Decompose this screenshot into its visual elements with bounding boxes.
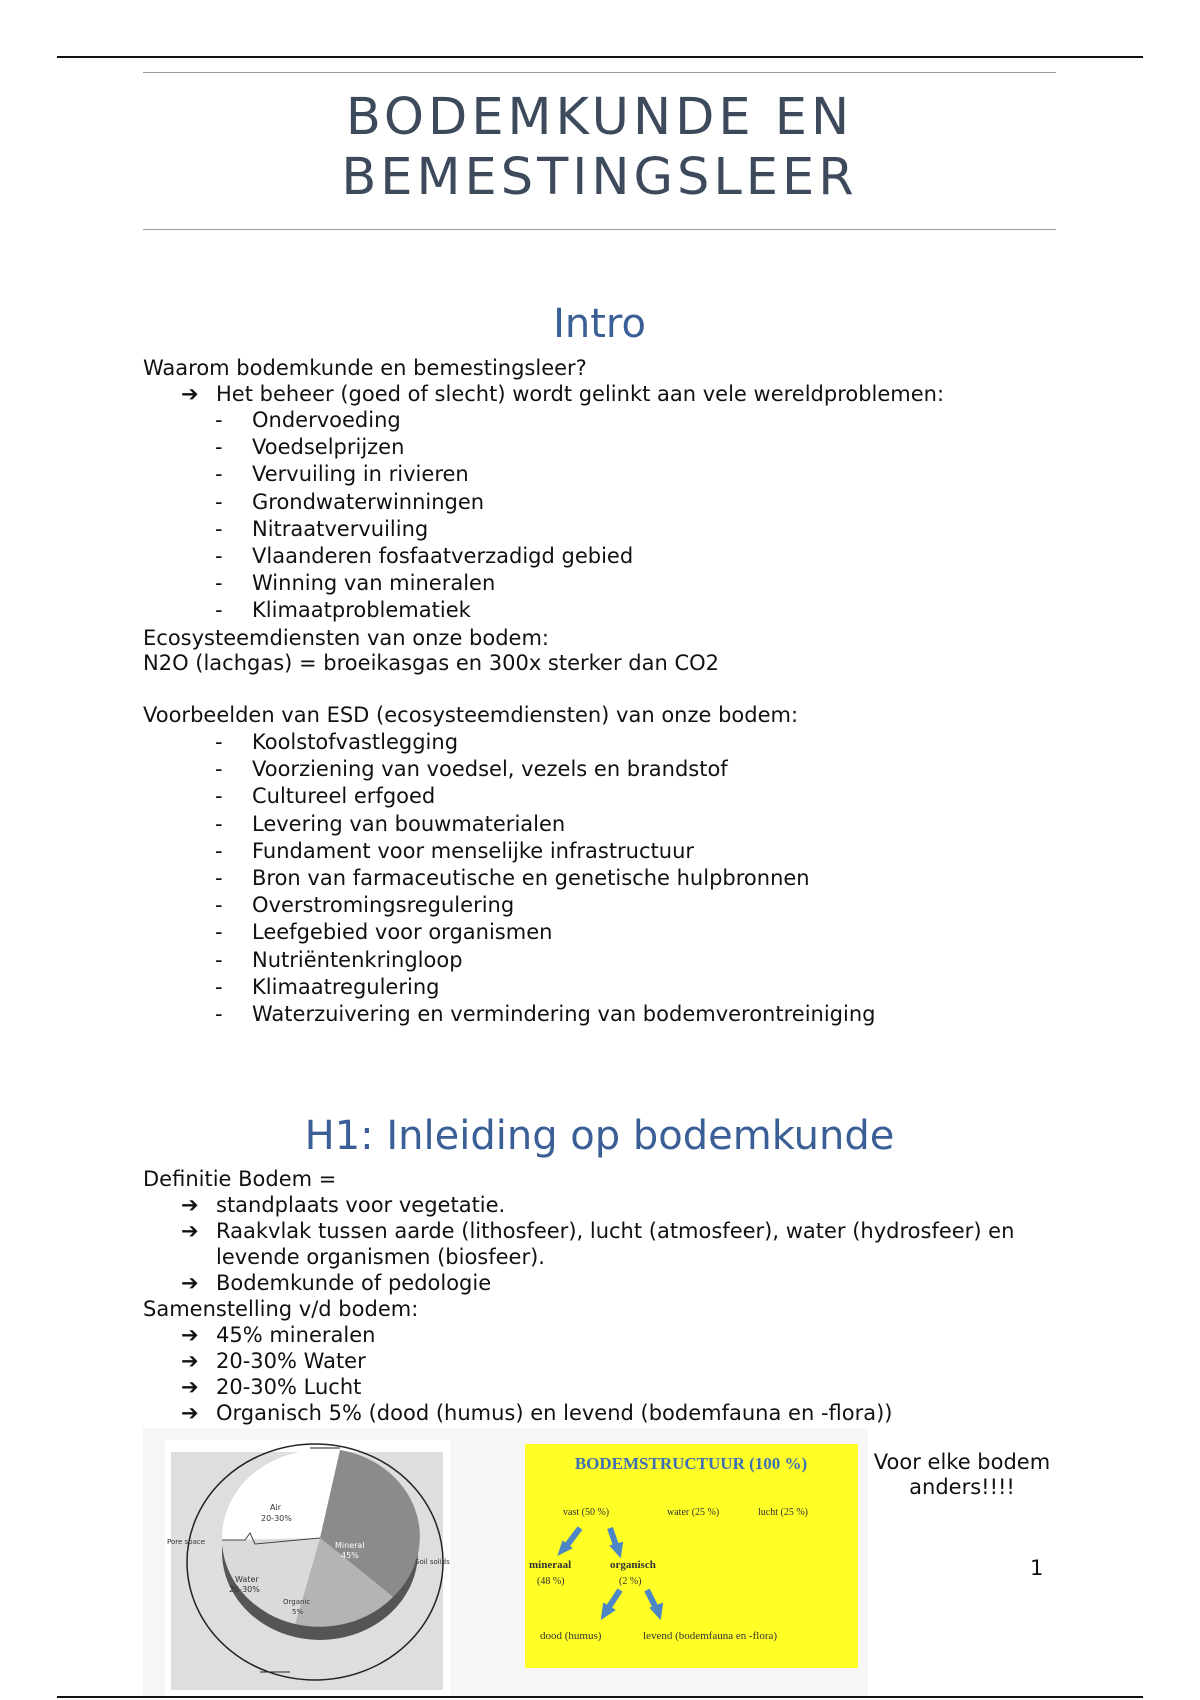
intro-arrow-list [143, 381, 944, 407]
struct-organisch-pct: (2 %) [619, 1576, 642, 1587]
arrow-item [143, 1218, 1056, 1270]
bodemstructuur-figure [525, 1444, 858, 1668]
arrow-item-text: 20-30% Lucht [216, 1375, 362, 1399]
example-item: - Nutriëntenkringloop [143, 947, 875, 974]
arrow-item [143, 1270, 1056, 1296]
n2o-line: N2O (lachgas) = broeikasgas en 300x sterker dan CO2 [143, 651, 720, 675]
problem-item: - Winning van mineralen [143, 570, 633, 597]
arrow-item [143, 381, 944, 407]
struct-water: water (25 %) [667, 1507, 720, 1518]
struct-lucht: lucht (25 %) [758, 1507, 808, 1518]
document-title [143, 88, 1056, 208]
arrow-item [143, 1348, 892, 1374]
struct-mineraal: mineraal [529, 1559, 572, 1571]
page-bottom-rule [57, 1696, 1143, 1698]
arrow-item [143, 1192, 1056, 1218]
ecosystem-line: Ecosysteemdiensten van onze bodem: [143, 626, 549, 650]
arrow-item-text: Bodemkunde of pedologie [216, 1271, 492, 1295]
problem-item: - Ondervoeding [143, 407, 633, 434]
example-item: - Cultureel erfgoed [143, 783, 875, 810]
arrow-item-text: Het beheer (goed of slecht) wordt gelinkt aan vele wereldproblemen: [216, 382, 945, 406]
example-item: - Waterzuivering en vermindering van bodemverontreiniging [143, 1001, 875, 1028]
page-top-rule [57, 56, 1143, 58]
example-item: - Voorziening van voedsel, vezels en brandstof [143, 756, 875, 783]
problem-item: - Grondwaterwinningen [143, 489, 633, 516]
arrow-item-text: Raakvlak tussen aarde (lithosfeer), lucht (atmosfeer), water (hydrosfeer) en levende organismen (biosfeer). [216, 1219, 1015, 1269]
composition-line: Samenstelling v/d bodem: [143, 1297, 419, 1321]
pie-mineral-pct: 45% [341, 1551, 359, 1560]
example-item: - Levering van bouwmaterialen [143, 811, 875, 838]
struct-levend: levend (bodemfauna en -flora) [643, 1630, 778, 1642]
problem-item: - Vlaanderen fosfaatverzadigd gebied [143, 543, 633, 570]
arrow-item-text: 45% mineralen [216, 1323, 376, 1347]
arrow-icon: ➔ [181, 382, 199, 406]
problem-item: - Nitraatvervuiling [143, 516, 633, 543]
arrow-icon: ➔ [181, 1219, 199, 1243]
soil-pie-figure [165, 1440, 450, 1696]
heading-h1: H1: Inleiding op bodemkunde [304, 1113, 895, 1159]
arrow-icon: ➔ [181, 1323, 199, 1347]
pie-mineral-label: Mineral [335, 1541, 365, 1550]
pie-organic-label: Organic [283, 1598, 311, 1606]
arrow-item [143, 1322, 892, 1348]
struct-organisch: organisch [610, 1559, 656, 1571]
definition-list [143, 1192, 1056, 1296]
struct-vast: vast (50 %) [563, 1507, 610, 1518]
pie-air-pct: 20-30% [261, 1514, 292, 1523]
arrow-item-text: 20-30% Water [216, 1349, 366, 1373]
example-item: - Fundament voor menselijke infrastructuur [143, 838, 875, 865]
heading-intro: Intro [553, 301, 646, 347]
pie-water-pct: 20-30% [229, 1585, 260, 1594]
arrow-icon: ➔ [181, 1271, 199, 1295]
arrow-icon: ➔ [181, 1349, 199, 1373]
pie-air-label: Air [270, 1503, 281, 1512]
struct-mineraal-pct: (48 %) [537, 1576, 565, 1587]
problems-list [143, 407, 633, 625]
arrow-item [143, 1400, 892, 1426]
arrow-item [143, 1374, 892, 1400]
definition-line: Definitie Bodem = [143, 1167, 337, 1191]
intro-question: Waarom bodemkunde en bemestingsleer? [143, 356, 587, 380]
arrow-icon: ➔ [181, 1401, 199, 1425]
pie-pore-space-label: Pore space [167, 1538, 206, 1546]
example-item: - Koolstofvastlegging [143, 729, 875, 756]
title-top-line [143, 72, 1056, 73]
example-item: - Leefgebied voor organismen [143, 919, 875, 946]
pie-water-label: Water [235, 1575, 259, 1584]
problem-item: - Voedselprijzen [143, 434, 633, 461]
problem-item: - Vervuiling in rivieren [143, 461, 633, 488]
arrow-item-text: Organisch 5% (dood (humus) en levend (bodemfauna en -flora)) [216, 1401, 893, 1425]
examples-list [143, 729, 875, 1028]
examples-line: Voorbeelden van ESD (ecosysteemdiensten) van onze bodem: [143, 703, 799, 727]
page-number: 1 [1030, 1556, 1044, 1580]
struct-dood: dood (humus) [540, 1630, 602, 1642]
arrow-icon: ➔ [181, 1375, 199, 1399]
arrow-icon: ➔ [181, 1193, 199, 1217]
title-line-1: BODEMKUNDE EN [345, 88, 854, 147]
problem-item: - Klimaatproblematiek [143, 597, 633, 624]
arrow-item-text: standplaats voor vegetatie. [216, 1193, 506, 1217]
struct-title: BODEMSTRUCTUUR (100 %) [574, 1454, 808, 1473]
pie-soil-solids-label: Soil solids [415, 1558, 450, 1566]
composition-list [143, 1322, 892, 1426]
example-item: - Overstromingsregulering [143, 892, 875, 919]
pie-organic-pct: 5% [292, 1608, 304, 1616]
example-item: - Klimaatregulering [143, 974, 875, 1001]
title-line-2: BEMESTINGSLEER [341, 148, 858, 207]
example-item: - Bron van farmaceutische en genetische hulpbronnen [143, 865, 875, 892]
side-note: Voor elke bodem anders!!!! [873, 1450, 1051, 1499]
title-bottom-line [143, 229, 1056, 230]
